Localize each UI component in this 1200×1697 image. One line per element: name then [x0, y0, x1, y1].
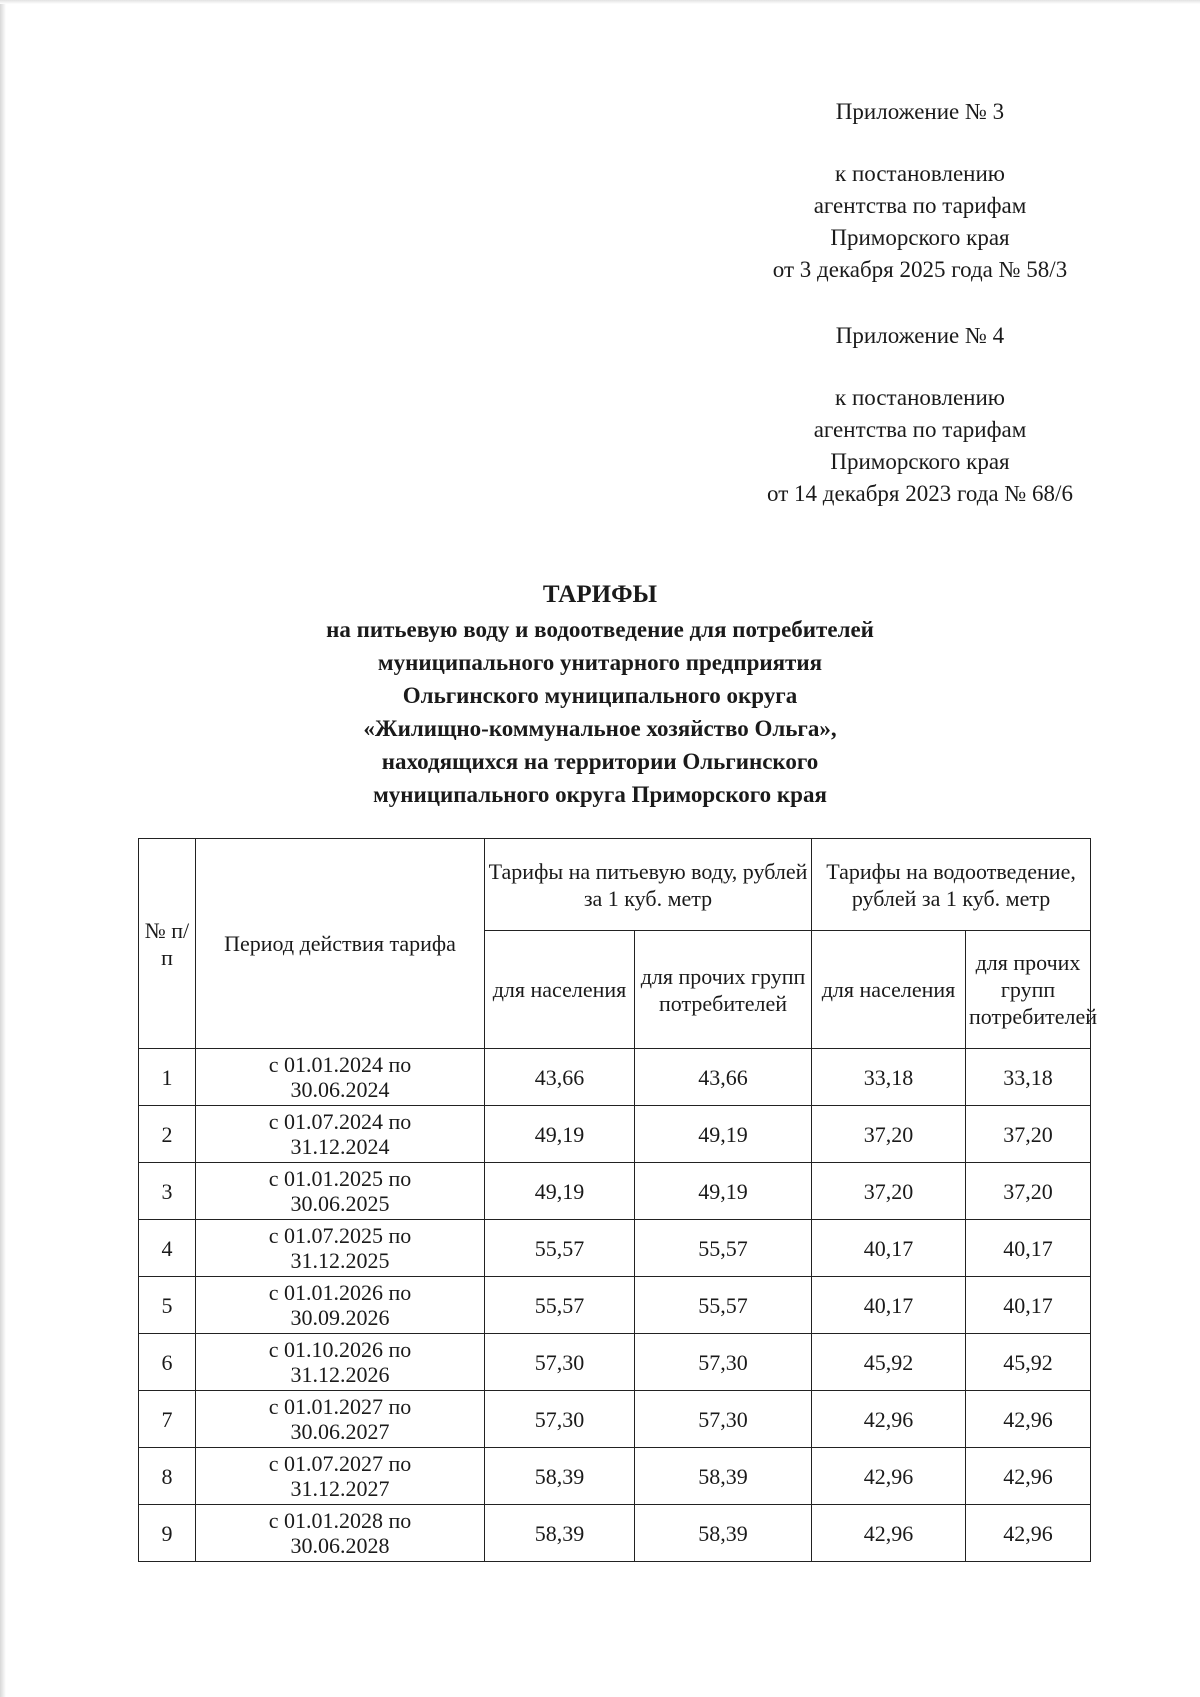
- header-sewage-group: Тарифы на водоотведение, рублей за 1 куб. метр: [812, 839, 1091, 931]
- row-period-cell: [196, 1049, 485, 1106]
- appendix-3-line: Приморского края: [830, 225, 1010, 250]
- header-water-population: для населения: [485, 931, 635, 1049]
- period-to: 30.09.2026: [290, 1305, 390, 1330]
- row-water-other-cell: 58,39: [635, 1505, 812, 1562]
- row-water-population-cell: 58,39: [485, 1448, 635, 1505]
- row-water-other-cell: 49,19: [635, 1106, 812, 1163]
- period-from: с 01.01.2028 по: [268, 1508, 412, 1533]
- row-period-cell: [196, 1334, 485, 1391]
- row-water-other-cell: 57,30: [635, 1391, 812, 1448]
- period-from: с 01.01.2027 по: [268, 1394, 412, 1419]
- row-sewage-population-cell: 40,17: [812, 1277, 966, 1334]
- table-row: [139, 1391, 1091, 1448]
- table-row: [139, 1106, 1091, 1163]
- row-num-cell: 9: [139, 1505, 196, 1562]
- period-from: с 01.07.2027 по: [268, 1451, 412, 1476]
- table-row: [139, 1505, 1091, 1562]
- row-period-cell: [196, 1163, 485, 1220]
- row-sewage-other-cell: 37,20: [966, 1163, 1091, 1220]
- row-water-population-cell: 49,19: [485, 1106, 635, 1163]
- appendix-3-line: агентства по тарифам: [813, 193, 1027, 218]
- row-water-other-cell: 43,66: [635, 1049, 812, 1106]
- row-num-cell: 7: [139, 1391, 196, 1448]
- table-row: [139, 1277, 1091, 1334]
- appendix-3-title: Приложение № 3: [835, 99, 1005, 124]
- appendix-4-line: от 14 декабря 2023 года № 68/6: [767, 481, 1073, 506]
- row-sewage-other-cell: 33,18: [966, 1049, 1091, 1106]
- row-water-other-cell: 57,30: [635, 1334, 812, 1391]
- row-num-cell: 4: [139, 1220, 196, 1277]
- appendix-3-line: от 3 декабря 2025 года № 58/3: [772, 257, 1068, 282]
- row-sewage-other-cell: 42,96: [966, 1505, 1091, 1562]
- row-water-other-cell: 55,57: [635, 1220, 812, 1277]
- table-row: [139, 1163, 1091, 1220]
- period-to: 30.06.2024: [290, 1077, 390, 1102]
- period-from: с 01.10.2026 по: [268, 1337, 412, 1362]
- period-from: с 01.01.2024 по: [268, 1052, 412, 1077]
- header-water-other: для прочих групп потребителей: [635, 931, 812, 1049]
- row-sewage-other-cell: 42,96: [966, 1391, 1091, 1448]
- period-to: 31.12.2026: [290, 1362, 390, 1387]
- row-water-population-cell: 58,39: [485, 1505, 635, 1562]
- row-sewage-other-cell: 42,96: [966, 1448, 1091, 1505]
- period-to: 30.06.2025: [290, 1191, 390, 1216]
- row-water-population-cell: 55,57: [485, 1220, 635, 1277]
- row-water-population-cell: 43,66: [485, 1049, 635, 1106]
- row-period-cell: [196, 1220, 485, 1277]
- row-period-cell: [196, 1277, 485, 1334]
- appendix-3-line: к постановлению: [835, 161, 1005, 186]
- row-water-population-cell: 57,30: [485, 1334, 635, 1391]
- scan-left-edge: [0, 0, 6, 1697]
- header-period: Период действия тарифа: [196, 839, 485, 1049]
- row-water-other-cell: 55,57: [635, 1277, 812, 1334]
- row-sewage-population-cell: 42,96: [812, 1391, 966, 1448]
- row-water-population-cell: 49,19: [485, 1163, 635, 1220]
- table-row: [139, 1448, 1091, 1505]
- heading-line: муниципального унитарного предприятия: [377, 650, 823, 675]
- row-num-cell: 8: [139, 1448, 196, 1505]
- tariffs-table: [138, 838, 1098, 1562]
- row-num-cell: 2: [139, 1106, 196, 1163]
- appendix-3-block: [700, 96, 1140, 286]
- table-row: [139, 1049, 1091, 1106]
- row-sewage-population-cell: 42,96: [812, 1505, 966, 1562]
- heading-line: муниципального округа Приморского края: [373, 782, 827, 807]
- scan-top-edge: [0, 0, 1200, 4]
- row-num-cell: 3: [139, 1163, 196, 1220]
- heading-line: Ольгинского муниципального округа: [402, 683, 798, 708]
- document-heading: [250, 578, 950, 811]
- table-row: [139, 1220, 1091, 1277]
- tariff-rows: [139, 1049, 1091, 1562]
- heading-line: «Жилищно-коммунальное хозяйство Ольга»,: [363, 716, 837, 741]
- row-sewage-population-cell: 37,20: [812, 1106, 966, 1163]
- period-from: с 01.01.2026 по: [268, 1280, 412, 1305]
- row-sewage-other-cell: 40,17: [966, 1277, 1091, 1334]
- row-num-cell: 5: [139, 1277, 196, 1334]
- header-num: № п/п: [139, 839, 196, 1049]
- row-sewage-population-cell: 40,17: [812, 1220, 966, 1277]
- row-period-cell: [196, 1106, 485, 1163]
- appendix-4-line: Приморского края: [830, 449, 1010, 474]
- heading-title: ТАРИФЫ: [542, 581, 658, 608]
- heading-line: на питьевую воду и водоотведение для потребителей: [326, 617, 874, 642]
- row-water-population-cell: 57,30: [485, 1391, 635, 1448]
- period-to: 30.06.2027: [290, 1419, 390, 1444]
- row-num-cell: 6: [139, 1334, 196, 1391]
- row-period-cell: [196, 1391, 485, 1448]
- table-row: [139, 1334, 1091, 1391]
- row-water-other-cell: 49,19: [635, 1163, 812, 1220]
- row-water-other-cell: 58,39: [635, 1448, 812, 1505]
- heading-line: находящихся на территории Ольгинского: [381, 749, 819, 774]
- row-period-cell: [196, 1505, 485, 1562]
- header-sewage-other: для прочих групп потребителей: [966, 931, 1091, 1049]
- period-from: с 01.01.2025 по: [268, 1166, 412, 1191]
- appendix-4-line: к постановлению: [835, 385, 1005, 410]
- period-from: с 01.07.2025 по: [268, 1223, 412, 1248]
- period-from: с 01.07.2024 по: [268, 1109, 412, 1134]
- row-sewage-population-cell: 45,92: [812, 1334, 966, 1391]
- period-to: 30.06.2028: [290, 1533, 390, 1558]
- row-water-population-cell: 55,57: [485, 1277, 635, 1334]
- period-to: 31.12.2027: [290, 1476, 390, 1501]
- header-water-group: Тарифы на питьевую воду, рублей за 1 куб. метр: [485, 839, 812, 931]
- row-sewage-population-cell: 42,96: [812, 1448, 966, 1505]
- row-sewage-other-cell: 40,17: [966, 1220, 1091, 1277]
- header-sewage-population: для населения: [812, 931, 966, 1049]
- row-sewage-population-cell: 37,20: [812, 1163, 966, 1220]
- row-period-cell: [196, 1448, 485, 1505]
- appendix-4-block: [700, 320, 1140, 510]
- row-sewage-population-cell: 33,18: [812, 1049, 966, 1106]
- row-sewage-other-cell: 45,92: [966, 1334, 1091, 1391]
- row-num-cell: 1: [139, 1049, 196, 1106]
- period-to: 31.12.2025: [290, 1248, 390, 1273]
- row-sewage-other-cell: 37,20: [966, 1106, 1091, 1163]
- appendix-4-title: Приложение № 4: [835, 323, 1005, 348]
- period-to: 31.12.2024: [290, 1134, 390, 1159]
- appendix-4-line: агентства по тарифам: [813, 417, 1027, 442]
